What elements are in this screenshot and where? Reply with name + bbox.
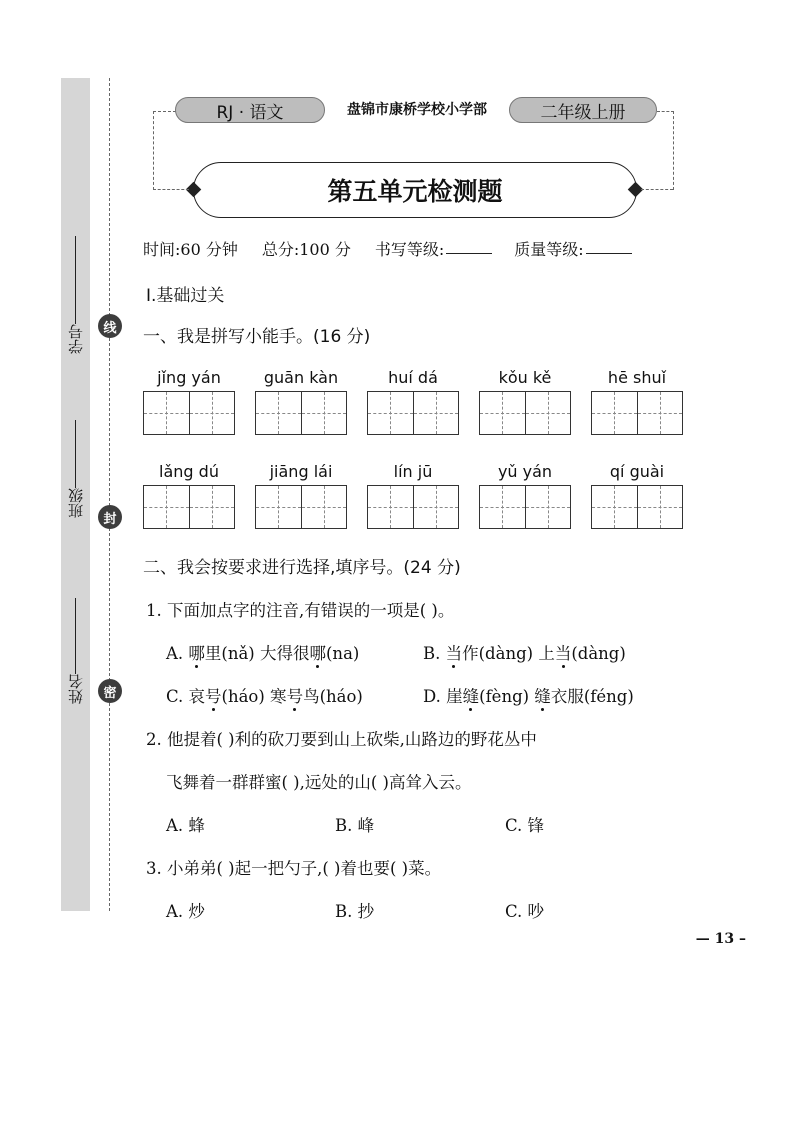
pinyin-label: lín jū (393, 462, 433, 481)
writing-grid[interactable] (591, 391, 683, 435)
pinyin-label: hē shuǐ (607, 368, 667, 387)
q2-item3-line1: 3. 小弟弟( )起一把勺子,( )着也要( )菜。 (146, 859, 442, 878)
writing-grid[interactable] (591, 485, 683, 529)
student-no-blank (75, 236, 76, 324)
name-label: 姓名 (67, 674, 85, 704)
q2-item1-option-d: D. 崖缝(fèng) 缝衣服(féng) (423, 687, 634, 706)
seal-seal-mark: 封 (98, 505, 122, 529)
page-number: — 13 – (695, 931, 746, 947)
q2-item3-option-c: C. 吵 (505, 902, 545, 921)
q2-item1-option-b: B. 当作(dàng) 上当(dàng) (423, 644, 626, 663)
q2-item3-option-a: A. 炒 (166, 902, 205, 921)
seal-line-mark: 线 (98, 314, 122, 338)
q2-item1-option-a: A. 哪里(nǎ) 大得很哪(na) (166, 644, 360, 663)
section-basic-title: Ⅰ.基础过关 (146, 286, 225, 306)
right-connector (657, 111, 674, 190)
writing-grid[interactable] (143, 391, 235, 435)
q2-item1-option-c: C. 哀号(háo) 寒号鸟(háo) (166, 687, 363, 706)
left-connector-bottom (153, 189, 189, 190)
writing-grid[interactable] (367, 391, 459, 435)
q2-item2-line2: 飞舞着一群群蜜( ),远处的山( )高耸入云。 (166, 773, 472, 792)
pinyin-group (367, 461, 459, 529)
q1-title: 一、我是拼写小能手。(16 分) (143, 327, 371, 347)
q2-item2-option-a: A. 蜂 (166, 816, 205, 835)
pinyin-group (479, 461, 571, 529)
pinyin-group (143, 367, 235, 435)
writing-grid[interactable] (143, 485, 235, 529)
quality-grade-label: 质量等级: (514, 240, 584, 259)
pinyin-label: huí dá (388, 368, 438, 387)
class-field (61, 420, 90, 518)
pinyin-label: kǒu kě (498, 368, 552, 387)
name-blank (75, 598, 76, 674)
pinyin-group (591, 461, 683, 529)
writing-grid[interactable] (255, 485, 347, 529)
q2-item2-option-b: B. 峰 (335, 816, 375, 835)
pinyin-group (255, 367, 347, 435)
q2-item3-option-b: B. 抄 (335, 902, 375, 921)
left-connector (153, 111, 176, 190)
grade-pill: 二年级上册 (509, 97, 657, 123)
pinyin-group (591, 367, 683, 435)
q2-item1-stem: 1. 下面加点字的注音,有错误的一项是( )。 (146, 601, 455, 620)
q2-item2-line1: 2. 他提着( )利的砍刀要到山上砍柴,山路边的野花丛中 (146, 730, 537, 749)
student-no-label: 学号 (67, 324, 85, 354)
subject-pill: RJ · 语文 (175, 97, 325, 123)
pinyin-group (479, 367, 571, 435)
school-name: 盘锦市康桥学校小学部 (347, 102, 487, 118)
pinyin-label: jǐng yán (157, 368, 221, 387)
class-label: 班级 (67, 488, 85, 518)
exam-title: 第五单元检测题 (193, 162, 637, 218)
right-connector-bottom (641, 189, 673, 190)
total-score-info: 总分:100 分 (261, 240, 351, 259)
seal-secret-mark: 密 (98, 679, 122, 703)
time-info: 时间:60 分钟 (143, 240, 238, 259)
pinyin-label: guān kàn (263, 368, 339, 387)
quality-grade-blank[interactable] (586, 237, 632, 254)
exam-meta (143, 237, 632, 260)
class-blank (75, 420, 76, 488)
q2-item2-option-c: C. 锋 (505, 816, 545, 835)
writing-grid[interactable] (479, 485, 571, 529)
writing-grid[interactable] (479, 391, 571, 435)
pinyin-label: qí guài (609, 462, 665, 481)
writing-grid[interactable] (367, 485, 459, 529)
student-no-field (61, 236, 90, 354)
pinyin-label: jiāng lái (269, 462, 333, 481)
pinyin-label: lǎng dú (159, 462, 219, 481)
name-field (61, 598, 90, 704)
q2-title: 二、我会按要求进行选择,填序号。(24 分) (143, 558, 461, 578)
writing-grade-label: 书写等级: (374, 240, 445, 259)
writing-grade-blank[interactable] (446, 237, 492, 254)
pinyin-group (367, 367, 459, 435)
pinyin-label: yǔ yán (497, 462, 553, 481)
writing-grid[interactable] (255, 391, 347, 435)
binding-dashed-line (109, 78, 110, 911)
pinyin-group (255, 461, 347, 529)
pinyin-group (143, 461, 235, 529)
